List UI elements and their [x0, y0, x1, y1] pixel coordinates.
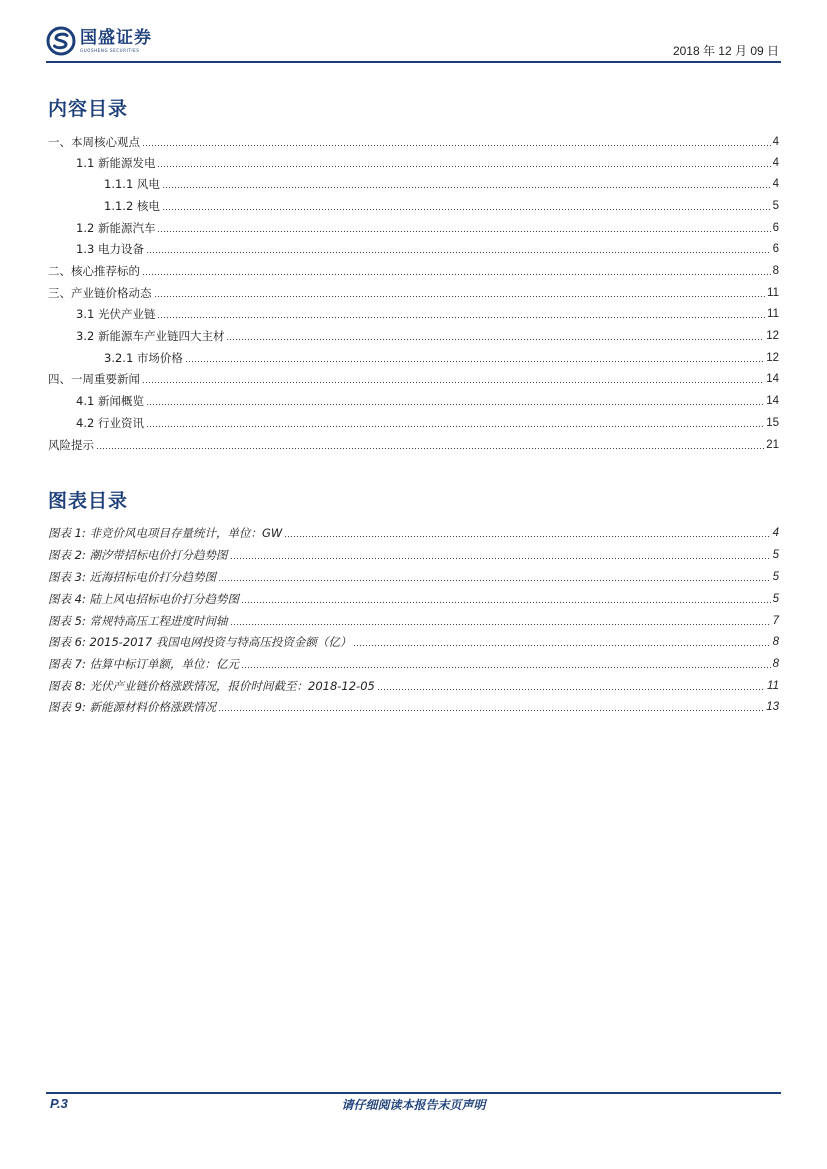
entry-page-number: 12 — [766, 352, 779, 364]
dot-leader — [162, 209, 771, 210]
entry-label: 图表 4: 陆上风电招标电价打分趋势图 — [48, 592, 240, 606]
dot-leader — [218, 580, 771, 581]
dot-leader — [146, 426, 764, 427]
dot-leader — [241, 602, 771, 603]
dot-leader — [241, 667, 771, 668]
dot-leader — [96, 448, 764, 449]
entry-page-number: 21 — [766, 439, 779, 451]
entry-page-number: 6 — [772, 222, 779, 234]
dot-leader — [154, 296, 766, 297]
toc-entry[interactable] — [76, 327, 779, 343]
entry-label: 3.2 新能源车产业链四大主材 — [76, 329, 225, 343]
figure-entry[interactable] — [48, 698, 779, 714]
toc-entry[interactable] — [104, 175, 779, 191]
dot-leader — [142, 274, 771, 275]
dot-leader — [142, 145, 771, 146]
entry-label: 图表 1: 非竞价风电项目存量统计，单位：GW — [48, 526, 283, 540]
toc-entry[interactable] — [104, 197, 779, 213]
dot-leader — [142, 382, 764, 383]
dot-leader — [146, 252, 771, 253]
entry-page-number: 13 — [766, 701, 779, 713]
figure-entry[interactable] — [48, 546, 779, 562]
entry-page-number: 15 — [766, 417, 779, 429]
entry-page-number: 5 — [772, 549, 779, 561]
guosheng-logo-icon — [46, 26, 76, 56]
entry-page-number: 5 — [772, 200, 779, 212]
entry-label: 1.1.2 核电 — [104, 199, 160, 213]
figure-entry[interactable] — [48, 590, 779, 606]
toc-entry[interactable] — [76, 154, 779, 170]
entry-page-number: 5 — [772, 593, 779, 605]
figure-entry[interactable] — [48, 677, 779, 693]
disclaimer-note: 请仔细阅读本报告末页声明 — [341, 1098, 486, 1112]
entry-page-number: 8 — [772, 265, 779, 277]
dot-leader — [162, 187, 771, 188]
entry-label: 3.2.1 市场价格 — [104, 351, 183, 365]
header-divider — [46, 61, 781, 63]
figure-entry[interactable] — [48, 612, 779, 628]
dot-leader — [185, 361, 764, 362]
toc-entry[interactable] — [76, 392, 779, 408]
entry-page-number: 11 — [767, 680, 779, 692]
entry-page-number: 14 — [766, 395, 779, 407]
company-logo — [46, 26, 152, 56]
logo-english-name: GUOSHENG SECURITIES — [80, 47, 140, 53]
dot-leader — [230, 558, 771, 559]
toc-entry[interactable] — [48, 284, 779, 300]
dot-leader — [230, 624, 771, 625]
toc-entry[interactable] — [48, 436, 779, 452]
entry-label: 1.2 新能源汽车 — [76, 221, 156, 235]
dot-leader — [157, 166, 770, 167]
dot-leader — [377, 689, 765, 690]
toc-entry[interactable] — [104, 349, 779, 365]
toc-entry[interactable] — [76, 240, 779, 256]
entry-label: 图表 7: 估算中标订单额，单位：亿元 — [48, 657, 240, 671]
entry-label: 三、产业链价格动态 — [48, 286, 152, 300]
report-date: 2018 年 12 月 09 日 — [672, 44, 779, 58]
dot-leader — [226, 339, 764, 340]
toc-entry[interactable] — [48, 262, 779, 278]
entry-page-number: 11 — [767, 287, 779, 299]
dot-leader — [218, 710, 764, 711]
entry-page-number: 12 — [766, 330, 779, 342]
entry-page-number: 7 — [772, 615, 779, 627]
entry-label: 风险提示 — [48, 438, 94, 452]
figure-entry[interactable] — [48, 568, 779, 584]
entry-page-number: 4 — [772, 136, 779, 148]
toc-entry[interactable] — [48, 370, 779, 386]
entry-label: 图表 9: 新能源材料价格涨跌情况 — [48, 700, 217, 714]
entry-label: 一、本周核心观点 — [48, 135, 140, 149]
entry-page-number: 8 — [772, 658, 779, 670]
entry-label: 图表 5: 常规特高压工程进度时间轴 — [48, 614, 228, 628]
figure-entry[interactable] — [48, 633, 779, 649]
entry-label: 图表 3: 近海招标电价打分趋势图 — [48, 570, 217, 584]
page-number: P.3 — [50, 1096, 68, 1111]
entry-label: 四、一周重要新闻 — [48, 372, 140, 386]
dot-leader — [146, 404, 764, 405]
entry-page-number: 8 — [772, 636, 779, 648]
figure-entry[interactable] — [48, 655, 779, 671]
footer-divider — [46, 1092, 781, 1094]
entry-label: 4.1 新闻概览 — [76, 394, 144, 408]
entry-page-number: 6 — [772, 243, 779, 255]
figures-title: 图表目录 — [48, 490, 129, 512]
entry-label: 3.1 光伏产业链 — [76, 307, 156, 321]
dot-leader — [284, 536, 770, 537]
page-header — [46, 26, 781, 62]
entry-label: 图表 6: 2015-2017 我国电网投资与特高压投资金额（亿） — [48, 635, 352, 649]
entry-label: 4.2 行业资讯 — [76, 416, 144, 430]
entry-page-number: 4 — [772, 178, 779, 190]
dot-leader — [157, 231, 770, 232]
entry-label: 1.1 新能源发电 — [76, 156, 156, 170]
entry-page-number: 5 — [772, 571, 779, 583]
entry-page-number: 4 — [772, 527, 779, 539]
entry-page-number: 11 — [767, 308, 779, 320]
toc-title: 内容目录 — [48, 98, 129, 120]
entry-page-number: 4 — [772, 157, 779, 169]
entry-label: 二、核心推荐标的 — [48, 264, 140, 278]
toc-entry[interactable] — [48, 133, 779, 149]
logo-chinese-name: 国盛证券 — [80, 27, 152, 48]
toc-entry[interactable] — [76, 219, 779, 235]
entry-label: 1.1.1 风电 — [104, 177, 160, 191]
entry-page-number: 14 — [766, 373, 779, 385]
entry-label: 图表 2: 潮汐带招标电价打分趋势图 — [48, 548, 228, 562]
figure-entry[interactable] — [48, 524, 779, 540]
entry-label: 1.3 电力设备 — [76, 242, 144, 256]
dot-leader — [157, 317, 765, 318]
dot-leader — [353, 645, 770, 646]
toc-entry[interactable] — [76, 414, 779, 430]
entry-label: 图表 8: 光伏产业链价格涨跌情况，报价时间截至：2018-12-05 — [48, 679, 375, 693]
toc-entry[interactable] — [76, 305, 779, 321]
